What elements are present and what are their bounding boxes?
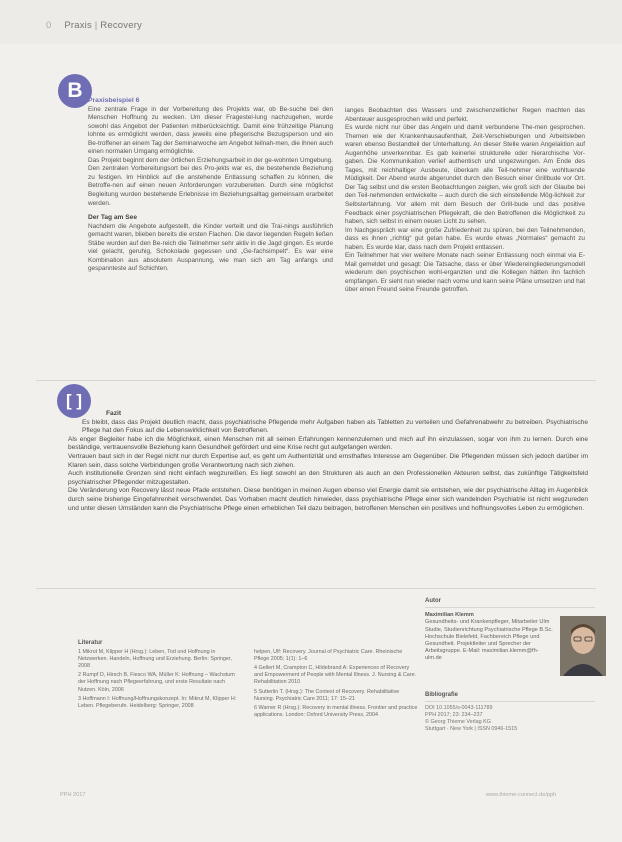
example-right-column — [345, 107, 585, 295]
example-left-column — [88, 97, 333, 274]
divider — [36, 588, 596, 589]
literature-entry: 3 Hoffmann I: Hoffnung/Hoffnungskonzept. In: Mikrut M, Klipper H: Leben. Pflegeberufe. Heidelberg: Springer, 2008 — [78, 695, 237, 709]
bibliography-heading: Bibliografie — [425, 692, 595, 702]
fazit-paragraph: Vertrauen baut sich in der Regel nicht nur durch Expertise auf, es geht um Authentizität und ernsthaftes Interesse am Gegenüber. Die Pflegenden müssen sich jedoch darüber im Klaren sein, dass solche Verbindungen große Verantwortung nach sich ziehen. — [68, 452, 588, 469]
author-info: Gesundheits- und Krankenpfleger, Mitarbeiter Ulm Studie, Studienrichtung Psychiatrische Pflege B.Sc. Hochschule Bielefeld, Fachbereich Pflege und Gesundheit. Projektleiter und Sprecher der Arbeitsgruppe. E-Mail: maximilian.klemm@fh-ulm.de — [425, 619, 553, 662]
bibliography-line: © Georg Thieme Verlag KG — [425, 719, 491, 725]
running-header — [46, 20, 142, 31]
fazit-paragraph: Auch institutionelle Grenzen sind nicht einfach wegzureißen. Es liegt sowohl an den Strukturen als auch an den Professionellen Akteuren selbst, das zukünftige Tätigkeitsfeld psychiatrischer Pflegender mitzugestalten. — [68, 470, 588, 486]
fazit-paragraph: Als enger Begleiter habe ich die Möglichkeit, einen Menschen mit all seinen Erfahrungen kennenzulernen und mich auf ihn einzulassen, sogar von ihm zu lernen. Durch eine beständige, vertrauensvolle Beziehung kann Gesundheit gefördert und eine Krise recht gut aufgefangen werden. — [68, 435, 588, 452]
page-number: 0 — [46, 20, 52, 31]
literature-section — [78, 640, 418, 721]
literature-column — [78, 649, 242, 721]
header-separator: | — [94, 20, 98, 31]
bibliography-box — [425, 692, 595, 733]
literature-heading: Literatur — [78, 640, 103, 646]
fazit-badge-icon: [ ] — [57, 384, 91, 418]
example-badge-icon: B — [58, 74, 92, 108]
author-photo — [560, 616, 606, 676]
fazit-paragraph: Die Veränderung von Recovery lässt neue Pfade entstehen. Diese benötigen in meinen Augen ebenso viel Energie damit sie entstehen, wie der psychiatrische Alltag im Augenblick durch seine bisherige Eingefahrenheit verschwendet. Das Vorhaben macht deutlich hinwieder, dass psychiatrische Pflege einer sich wandelnden Psychiatrie ist nicht wegzureden und unter diesen Umständen kann die Psychiatrische Pflege einen erheblichen Teil dazu beitragen, betroffenen Menschen ein positives und hoffnungsvolles Leben zu ermöglichen. — [68, 487, 588, 512]
author-heading: Autor — [425, 598, 595, 608]
example-paragraph: Das Projekt beginnt dem der örtlichen Erziehungsarbeit in der ge-wohnten Umgebung. Den zentralen Vorbereitungsort bei des Pro-jekts war es, die bestehende Beziehung zu festigen. Im Hinblick auf die anstehende Entlassung schaffen zu können, die Betroffe-nen auf einen neuen Anforderungen vorzubereiten. Durch eine möglichst Begleitung wurden bestehende Erlebnisse im Beziehungsalltag gemeinsam erarbeitet werden. — [88, 156, 333, 207]
literature-column — [254, 649, 418, 721]
literature-entry: 6 Warner R (Hrsg.): Recovery in mental illness. Frontier and practice applications. London: Oxford University Press, 2004 — [254, 704, 418, 718]
divider — [36, 380, 596, 381]
fazit-section — [68, 410, 588, 513]
section-heading: Der Tag am See — [88, 214, 137, 222]
literature-entry: 1 Mikrut M, Klipper H (Hrsg.): Leben, Tod und Hoffnung in Netzwerken. Handeln, Hoffnung und Erziehung. Berlin: Springer, 2008 — [78, 649, 232, 670]
literature-entry: 2 Rumpf D, Hirsch B, Fiesco WA, Müller K: Hoffnung – Wachstum der Hoffnung nach Pflegeerfahrung, und erste Resultate nach Nutzen. Köln, 2006 — [78, 672, 235, 693]
example-paragraph: Im Nachgespräch war eine große Zufriedenheit zu spüren, bei den Teilnehmenden, dass es ihnen „richtig“ gut getan habe. Es wurde etwas „Normales“ gemacht zu haben. Es wurde klar, dass nach dem Projekt entlassen. — [345, 226, 585, 251]
example-paragraph: Eine zentrale Frage in der Vorbereitung des Projekts war, ob Be-suche bei den Menschen Hoffnung zu wecken. Um dieser Fragestel-lung nachzugehen, wurde sowohl das Angebot der Patienten mitberücksichtigt. Damit eine frühzeitige Planung lohnte es ermöglicht werden, dass jeweils eine pflegerische Bezugsperson und ein Be-troffener an einem Tag der Seminarwoche am Angebot teilnah-men, die ihnen auch einen normalen Umgang ermöglichte. — [88, 105, 333, 156]
example-paragraph: langes Beobachten des Wassers und zwischenzeitlicher Regen machten das Abenteuer ausgesprochen wild und perfekt. — [345, 107, 585, 123]
literature-entry: 4 Gellert M, Crampton C, Hildebrand A: Experiences of Recovery and Empowerment of People with Mental Illness. J. Nursing & Care. Rehabilitation 2010 — [254, 665, 417, 686]
portrait-image — [560, 616, 606, 676]
footer-url[interactable]: www.thieme-connect.de/pph — [486, 792, 557, 798]
fazit-paragraph: Es bleibt, dass das Projekt deutlich macht, dass psychiatrische Pflegende mehr Aufgaben haben als Tabletten zu verteilen und Gefahrenabwehr zu betreiben. Psychiatrische Pflege hat den Fokus auf die Lebenswirklichkeit von Betroffenen. — [82, 418, 588, 435]
example-paragraph: Es wurde nicht nur über das Angeln und damit verbundene The-men gesprochen. Themen wie der Krankenhausaufenthalt, Zeit-Verschiebungen und Arbeitsleben waren ebenso Bestandteil der Unterhaltung. An dieser Stelle waren Angelaktion auf Augenhöhe unverkennbar. Es gab keinerlei strukturelle oder hierarchische Vor-gaben. Die Kommunikation verlief authentisch und ungezwungen. Am Ende des Tages, mit reichhaltiger Ausbeute, überkam alle Teil-nehmer eine wohltuende Müdigkeit. Der Abend wurde abgerundet durch den Besuch einer Grillbude vor Ort. Der Tag selbst und die ersten Beobachtungen zeigten, wie groß sich der Glaube bei den Teil-nehmenden entwickelte – auch durch die sich einstellende Mög-lichkeit zur Selbsterfahrung. Vor allem mit dem Besuch der Grill-bude und das positive Feedback einer psychiatrischen Pflegekraft, die den Betroffenen die Möglichkeit zu haben, sich selbst in einem neuen Licht zu sehen. — [345, 124, 585, 226]
section-paragraph: Nachdem die Angebote aufgestellt, die Kinder verteilt und die Trai-nings ausführlich gemacht waren, blieben bereits die ersten Flachen. Die davor liegenden Regeln ließen Stäbe wurden auf den Be-reich die Teilnehmer sehr aktiv in die Jagd gingen. Es wurde viel gelacht, geruhig, Schokolade gegessen und „Ge-fachsimpelt“. Es war eine Kombination aus absolutem Auspannung, wie man sich am Tag anfangs und gespannteste auf Schichten. — [88, 222, 333, 273]
header-section: Praxis — [64, 20, 92, 31]
example-heading: Praxisbeispiel 6 — [88, 97, 140, 104]
header-topic: Recovery — [100, 20, 143, 31]
footer-left: PPH 2017 — [60, 792, 86, 798]
author-name: Maximilian Klemm — [425, 612, 474, 619]
bibliography-line: PPH 2017; 23: 234–237 — [425, 712, 483, 718]
bibliography-line: DOI 10.1055/s-0043-111789 — [425, 705, 493, 711]
literature-entry: helpen, Ulf: Recovery. Journal of Psychiatric Care. Rheinische Pflege 2005; 1(1): 1–6 — [254, 649, 403, 663]
bibliography-line: Stuttgart · New York | ISSN 0946-1515 — [425, 726, 518, 732]
literature-entry: 5 Sutterlin T. (Hrsg.): The Context of Recovery. Rehabilitative Nursing. Psychiatric Care 2011; 17: 15–21 — [254, 688, 400, 702]
example-paragraph: Ein Teilnehmer hat vier weitere Monate nach seiner Entlassung noch einmal via E-Mail gemeldet und gesagt: Die Tatsache, dass er über Wiedereingliederungsmodell wiederum den psychischen wohl-erganzten und die Kollegen hätten ihn fachlich empfangen. Er sieht nun wieder nach vorne und kann seine Pläne umsetzen und hat über einen Freund seine Freunde getroffen. — [345, 252, 585, 294]
fazit-heading: Fazit — [106, 410, 122, 417]
